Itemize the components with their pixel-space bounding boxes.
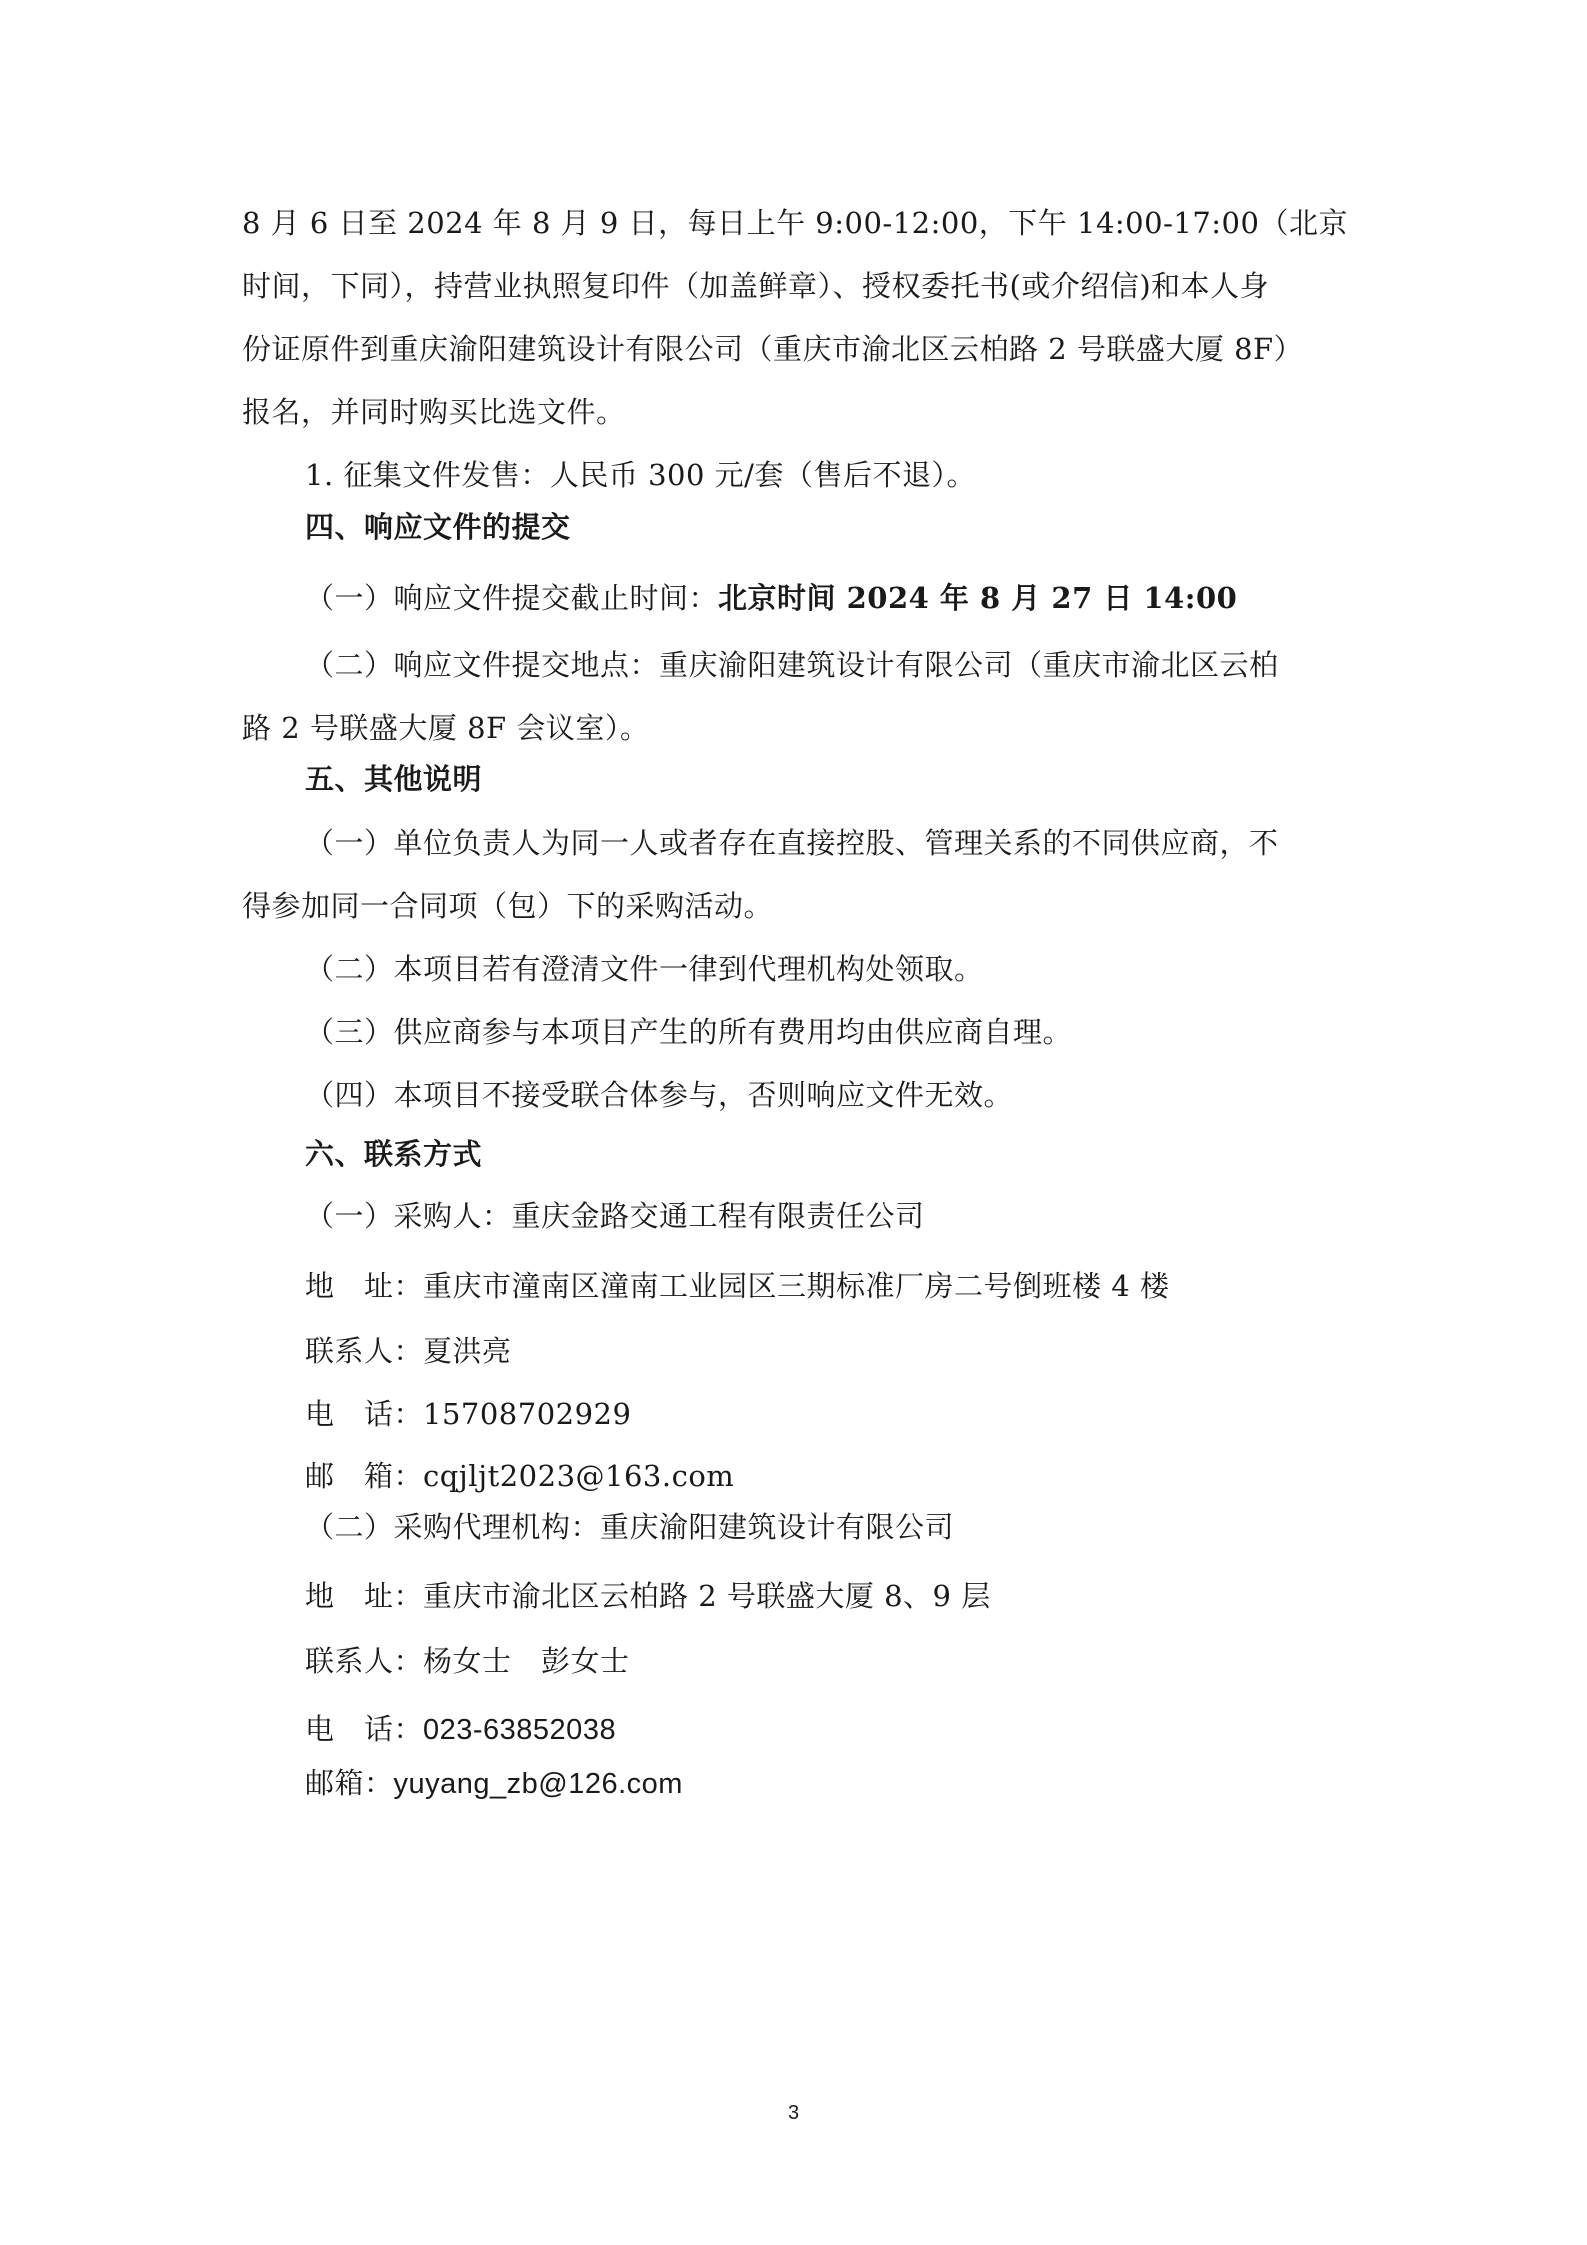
submission-deadline-value: 北京时间 2024 年 8 月 27 日 14:00 [718, 581, 1238, 615]
agency-title: （二）采购代理机构：重庆渝阳建筑设计有限公司 [305, 1510, 955, 1544]
paragraph-line: （三）供应商参与本项目产生的所有费用均由供应商自理。 [305, 1015, 1073, 1049]
paragraph-line: （二）本项目若有澄清文件一律到代理机构处领取。 [305, 952, 984, 986]
paragraph-line: 得参加同一合同项（包）下的采购活动。 [242, 889, 774, 923]
agency-email: 邮箱：yuyang_zb@126.com [305, 1768, 683, 1800]
paragraph-line: 报名，并同时购买比选文件。 [242, 395, 626, 429]
section-heading: 四、响应文件的提交 [305, 510, 571, 544]
agency-phone: 电 话：023-63852038 [305, 1714, 617, 1746]
paragraph-line: （二）响应文件提交地点：重庆渝阳建筑设计有限公司（重庆市渝北区云柏 [305, 648, 1279, 682]
paragraph-line: （四）本项目不接受联合体参与，否则响应文件无效。 [305, 1078, 1014, 1112]
purchaser-title: （一）采购人：重庆金路交通工程有限责任公司 [305, 1199, 925, 1233]
agency-address: 地 址：重庆市渝北区云柏路 2 号联盛大厦 8、9 层 [305, 1579, 991, 1613]
fee-line: 1. 征集文件发售：人民币 300 元/套（售后不退）。 [305, 458, 976, 492]
section-heading: 六、联系方式 [305, 1137, 483, 1171]
agency-contact: 联系人：杨女士 彭女士 [305, 1644, 630, 1678]
purchaser-email: 邮 箱：cqjljt2023@163.com [305, 1459, 735, 1493]
paragraph-line: （一）单位负责人为同一人或者存在直接控股、管理关系的不同供应商，不 [305, 826, 1279, 860]
purchaser-contact: 联系人：夏洪亮 [305, 1334, 512, 1368]
submission-deadline [305, 578, 1237, 618]
submission-deadline-label: （一）响应文件提交截止时间： [305, 581, 719, 615]
paragraph-line: 时间，下同），持营业执照复印件（加盖鲜章）、授权委托书(或介绍信)和本人身 [242, 269, 1270, 303]
paragraph-line: 路 2 号联盛大厦 8F 会议室）。 [242, 711, 650, 745]
purchaser-address: 地 址：重庆市潼南区潼南工业园区三期标准厂房二号倒班楼 4 楼 [305, 1269, 1170, 1303]
paragraph-line: 份证原件到重庆渝阳建筑设计有限公司（重庆市渝北区云柏路 2 号联盛大厦 8F） [242, 332, 1304, 366]
purchaser-phone: 电 话：15708702929 [305, 1397, 632, 1431]
page-number: 3 [787, 2102, 800, 2124]
section-heading: 五、其他说明 [305, 762, 483, 796]
paragraph-line: 8 月 6 日至 2024 年 8 月 9 日，每日上午 9:00-12:00，下午 14:00-17:00（北京 [242, 206, 1348, 240]
